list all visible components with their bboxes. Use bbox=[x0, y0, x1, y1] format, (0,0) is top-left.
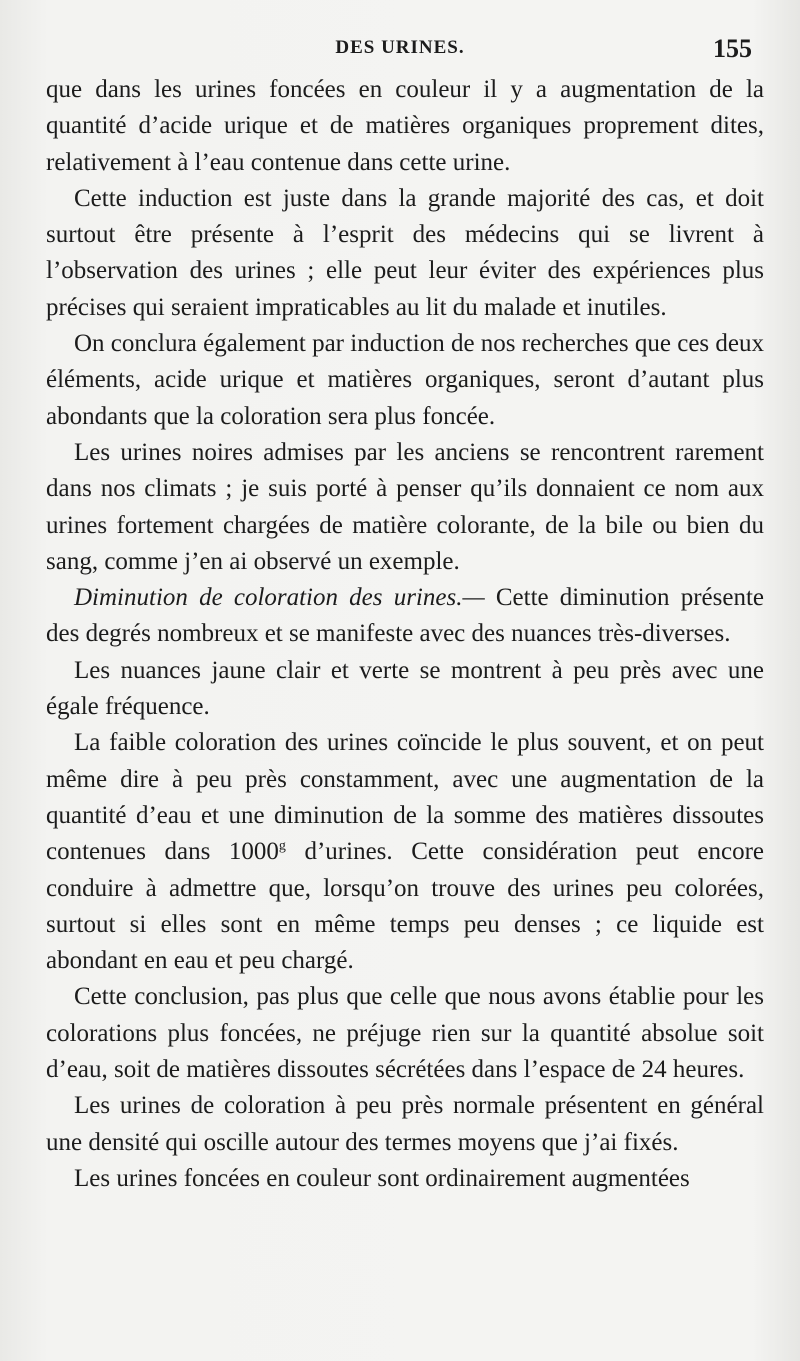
paragraph-text: que dans les urines foncées en couleur il y a augmentation de la quantité d’acide urique et de matières organiques proprement dites, relativement à l’eau contenue dans cette urine. bbox=[46, 76, 764, 176]
paragraph bbox=[46, 725, 764, 979]
paragraph bbox=[46, 326, 764, 435]
running-title: DES URINES. bbox=[335, 37, 465, 58]
paragraph-text: d’urines. Cette considération peut encore conduire à admettre que, lorsqu’on trouve des urines peu colorées, surtout si elles sont en même temps peu denses ; ce liquide est abondant en eau et peu chargé. bbox=[46, 838, 764, 975]
paragraph-text: Les urines noires admises par les anciens se rencontrent rarement dans nos climats ; je suis porté à penser qu’ils donnaient ce nom aux urines fortement chargées de matière colorante, de la bile ou bien du sang, comme j’en ai observé un exemple. bbox=[46, 438, 764, 575]
paragraph-text: Les urines de coloration à peu près normale présentent en général une densité qui oscille autour des termes moyens que j’ai fixés. bbox=[46, 1092, 764, 1156]
paragraph bbox=[46, 580, 764, 653]
paragraph bbox=[46, 1161, 764, 1197]
paragraph-text: Cette induction est juste dans la grande majorité des cas, et doit surtout être présente à l’esprit des médecins qui se livrent à l’observation des urines ; elle peut leur éviter des expériences plus précises qui seraient impraticables au lit du malade et inutiles. bbox=[46, 184, 764, 321]
paragraph-text: Les nuances jaune clair et verte se montrent à peu près avec une égale fréquence. bbox=[46, 656, 764, 721]
body-text bbox=[46, 72, 764, 1197]
paragraph bbox=[46, 653, 764, 726]
section-heading: Diminution de coloration des urines.— bbox=[74, 584, 485, 612]
paragraph-text: Cette conclusion, pas plus que celle que nous avons établie pour les colorations plus foncées, ne préjuge rien sur la quantité absolue soit d’eau, soit de matières dissoutes sécrétées dans l’espace de 24 heures. bbox=[46, 983, 764, 1084]
paragraph-text: On conclura également par induction de nos recherches que ces deux éléments, acide urique et matières organiques, seront d’autant plus abondants que la coloration sera plus foncée. bbox=[46, 330, 764, 430]
paragraph-text: Cette diminution présente des degrés nombreux et se manifeste avec des nuances très-diverses. bbox=[46, 584, 764, 648]
paragraph bbox=[46, 181, 764, 326]
paragraph bbox=[46, 979, 764, 1088]
running-head bbox=[0, 34, 800, 68]
paragraph-text: La faible coloration des urines coïncide le plus souvent, et on peut même dire à peu près constamment, avec une augmentation de la quantité d’eau et une diminution de la somme des matières dissoutes contenues dans 1000 bbox=[46, 729, 764, 866]
paragraph bbox=[46, 1088, 764, 1161]
page-number: 155 bbox=[713, 34, 752, 63]
paragraph-continuation bbox=[46, 72, 764, 181]
paragraph-text: Les urines foncées en couleur sont ordinairement augmentées bbox=[74, 1164, 690, 1192]
paragraph bbox=[46, 435, 764, 580]
unit-superscript: g bbox=[278, 838, 286, 854]
